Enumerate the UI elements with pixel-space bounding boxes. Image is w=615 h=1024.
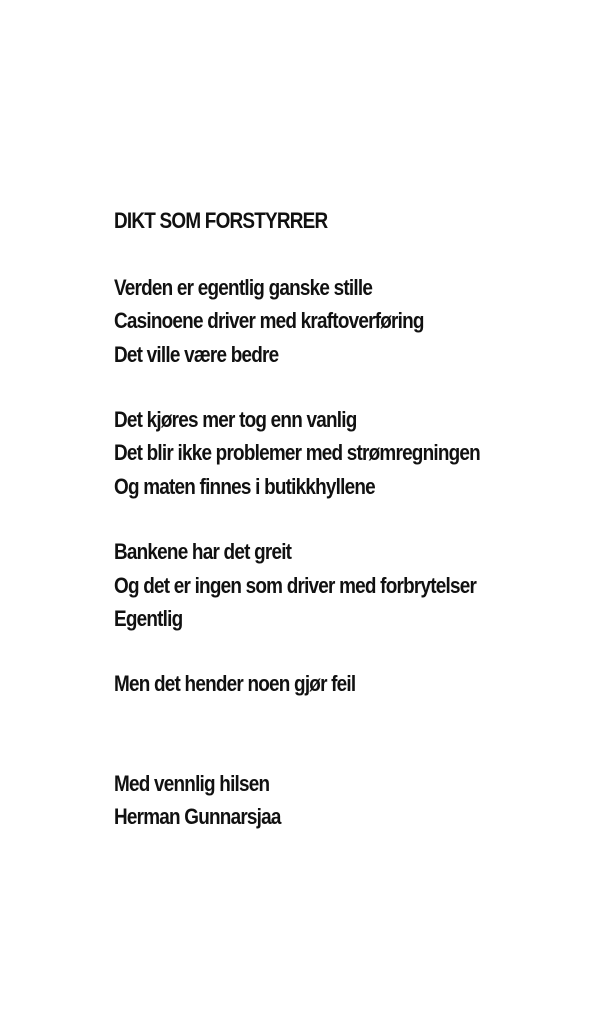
poem-document bbox=[114, 204, 527, 834]
poem-line: Det blir ikke problemer med strømregningen bbox=[114, 440, 480, 466]
poem-line: Casinoene driver med kraftoverføring bbox=[114, 308, 424, 334]
stanza-2 bbox=[114, 403, 527, 504]
poem-line: Verden er egentlig ganske stille bbox=[114, 274, 373, 300]
poem-line: Det ville være bedre bbox=[114, 342, 279, 368]
poem-line: Egentlig bbox=[114, 606, 183, 632]
signature-closing: Med vennlig hilsen bbox=[114, 770, 270, 796]
stanza-4 bbox=[114, 667, 527, 701]
poem-line: Det kjøres mer tog enn vanlig bbox=[114, 406, 357, 432]
poem-line: Og det er ingen som driver med forbrytelser bbox=[114, 572, 477, 598]
signature-name: Herman Gunnarsjaa bbox=[114, 804, 281, 830]
signature-block bbox=[114, 767, 527, 834]
stanza-3 bbox=[114, 535, 527, 636]
poem-line: Men det hender noen gjør feil bbox=[114, 670, 356, 696]
poem-line: Bankene har det greit bbox=[114, 538, 292, 564]
stanza-1 bbox=[114, 271, 527, 372]
poem-line: Og maten finnes i butikkhyllene bbox=[114, 474, 375, 500]
poem-title: DIKT SOM FORSTYRRER bbox=[114, 208, 328, 233]
